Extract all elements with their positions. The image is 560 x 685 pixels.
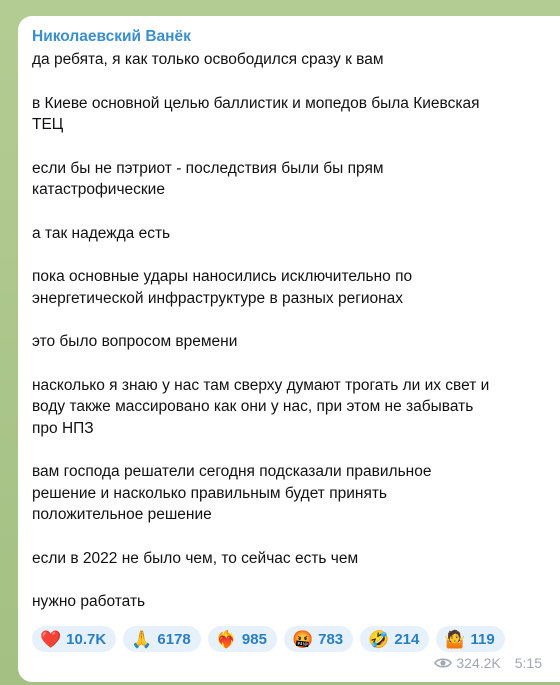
message-line: воду также массировано как они у нас, при этом не забывать xyxy=(32,398,474,415)
folded-hands-icon: 🙏 xyxy=(131,629,153,649)
message-line: про НПЗ xyxy=(32,419,94,437)
message-paragraph xyxy=(32,49,546,71)
message-line: положительное решение xyxy=(32,506,212,523)
heart-on-fire-icon: ❤️‍🔥 xyxy=(215,629,237,649)
message-line: в Киеве основной целью баллистик и мопедов была Киевская xyxy=(32,94,480,112)
message-line: нужно работать xyxy=(32,593,146,610)
reaction-count: 10.7K xyxy=(66,630,107,648)
message-paragraph xyxy=(32,548,546,570)
message-line: если в 2022 не было чем, то сейчас есть чем xyxy=(32,549,359,567)
message-paragraph xyxy=(32,266,546,309)
message-line: насколько я знаю у нас там сверху думают трогать ли их свет и xyxy=(32,376,490,394)
message-text xyxy=(32,49,546,613)
reaction-heart[interactable] xyxy=(32,626,116,652)
rofl-face-icon: 🤣 xyxy=(368,629,390,649)
message-paragraph xyxy=(32,158,546,201)
message-line: пока основные удары наносились исключительно по xyxy=(32,268,413,285)
eye-icon xyxy=(434,657,452,669)
shrug-icon: 🤷 xyxy=(444,629,466,649)
author-name[interactable]: Николаевский Ванёк xyxy=(32,28,191,45)
reaction-count: 6178 xyxy=(157,630,191,648)
reaction-pray[interactable] xyxy=(123,626,201,652)
reaction-cursing[interactable] xyxy=(284,626,353,652)
reaction-count: 119 xyxy=(470,630,495,648)
timestamp: 5:15 xyxy=(514,655,542,671)
message-line: а так надежда есть xyxy=(32,224,171,242)
message-line: решение и насколько правильным будет принять xyxy=(32,484,388,502)
message-line: катастрофические xyxy=(32,181,165,198)
message-line: это было вопросом времени xyxy=(32,333,238,350)
reactions-bar xyxy=(32,626,505,652)
message-line: да ребята, я как только освободился сразу к вам xyxy=(32,51,384,68)
message-line: ТЕЦ xyxy=(32,116,64,133)
message-paragraph xyxy=(32,375,546,440)
views-count: 324.2K xyxy=(456,655,501,671)
message-paragraph xyxy=(32,331,546,353)
message-paragraph xyxy=(32,223,546,245)
message-paragraph xyxy=(32,461,546,526)
reaction-count: 783 xyxy=(318,630,344,648)
red-heart-icon: ❤️ xyxy=(40,629,62,649)
message-paragraph xyxy=(32,591,546,613)
reaction-heart-fire[interactable] xyxy=(208,626,277,652)
message-bubble xyxy=(18,16,560,682)
reaction-count: 985 xyxy=(241,630,267,648)
message-paragraph xyxy=(32,93,546,136)
message-line: энергетической инфраструктуре в разных регионах xyxy=(32,289,404,307)
reaction-shrug[interactable] xyxy=(436,626,504,652)
message-line: вам господа решатели сегодня подсказали правильное xyxy=(32,463,432,480)
message-meta xyxy=(434,655,542,671)
reaction-rofl[interactable] xyxy=(360,626,429,652)
cursing-face-icon: 🤬 xyxy=(291,629,314,649)
reaction-count: 214 xyxy=(394,630,420,648)
message-line: если бы не пэтриот - последствия были бы прям xyxy=(32,159,384,177)
